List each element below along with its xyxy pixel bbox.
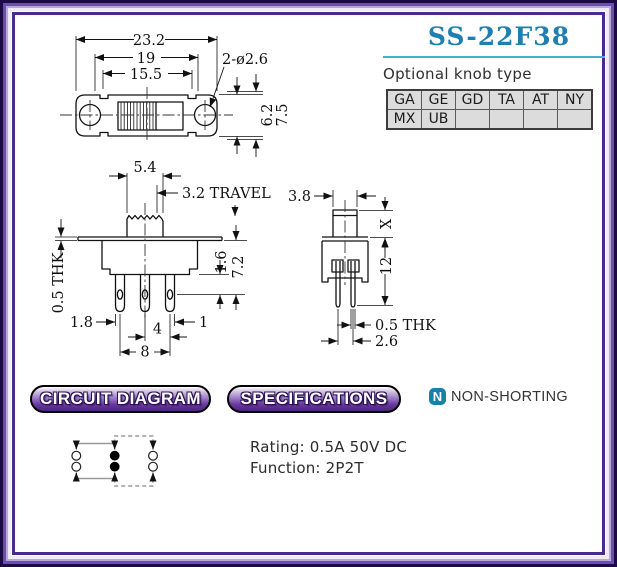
dim-front-thk: 0.5 THK (51, 252, 67, 314)
dim-side-12: 12 (379, 256, 395, 276)
dim-front-72: 7.2 (231, 255, 247, 279)
dim-top-62: 6.2 (260, 103, 276, 127)
specifications-button[interactable] (227, 385, 401, 413)
dim-side-pitch: 2.6 (375, 334, 399, 350)
side-view-drawing (288, 189, 437, 350)
circuit-diagram-figure (72, 436, 158, 486)
page-content (15, 15, 602, 552)
contact-open (72, 451, 81, 460)
terminal-pin (336, 272, 340, 307)
dim-front-1: 1 (199, 315, 209, 331)
dim-top-75: 7.5 (275, 103, 291, 127)
knob-cell: NY (558, 90, 593, 110)
dim-front-8: 8 (140, 344, 150, 361)
circuit-diagram-label: CIRCUIT DIAGRAM (40, 389, 201, 408)
dim-top-155: 15.5 (129, 67, 163, 83)
specifications-label: SPECIFICATIONS (240, 389, 388, 408)
knob-cell: GD (456, 90, 490, 110)
contact-open (72, 462, 81, 471)
dim-holes: 2-ø2.6 (222, 52, 268, 68)
dim-front-travel: 3.2 TRAVEL (182, 186, 271, 202)
dim-front-18: 1.8 (69, 315, 93, 331)
knob-cell: AT (524, 90, 558, 110)
dim-side-knob: 3.8 (287, 189, 311, 205)
dim-front-4: 4 (152, 321, 163, 338)
knob-cell: MX (387, 110, 422, 130)
non-shorting-icon (429, 388, 446, 405)
non-shorting-icon-letter: N (432, 389, 443, 404)
top-view-drawing (60, 33, 291, 157)
non-shorting-label: NON-SHORTING (451, 389, 568, 405)
dim-front-knob: 5.4 (133, 160, 157, 176)
knob-cell: UB (422, 110, 456, 130)
dim-side-x: X (379, 218, 395, 230)
knob-table-heading: Optional knob type (383, 65, 532, 83)
knob-cell: TA (490, 90, 524, 110)
function-text: Function: 2P2T (250, 459, 364, 477)
circuit-diagram-button[interactable] (30, 385, 211, 413)
contact-open (149, 451, 158, 460)
dim-side-thk: 0.5 THK (375, 318, 436, 334)
terminal-pin (351, 272, 355, 307)
rating-text: Rating: 0.5A 50V DC (250, 438, 408, 456)
dim-top-19: 19 (136, 51, 156, 67)
contact-open (149, 462, 158, 471)
front-view-drawing (51, 160, 271, 361)
knob-cell: GE (422, 90, 456, 110)
dim-top-width: 23.2 (132, 33, 166, 49)
knob-cell: GA (387, 90, 422, 110)
dim-front-16: 1.6 (214, 250, 230, 274)
contact-common (110, 451, 119, 460)
contact-common (110, 462, 119, 471)
part-number-title: SS-22F38 (427, 22, 571, 51)
